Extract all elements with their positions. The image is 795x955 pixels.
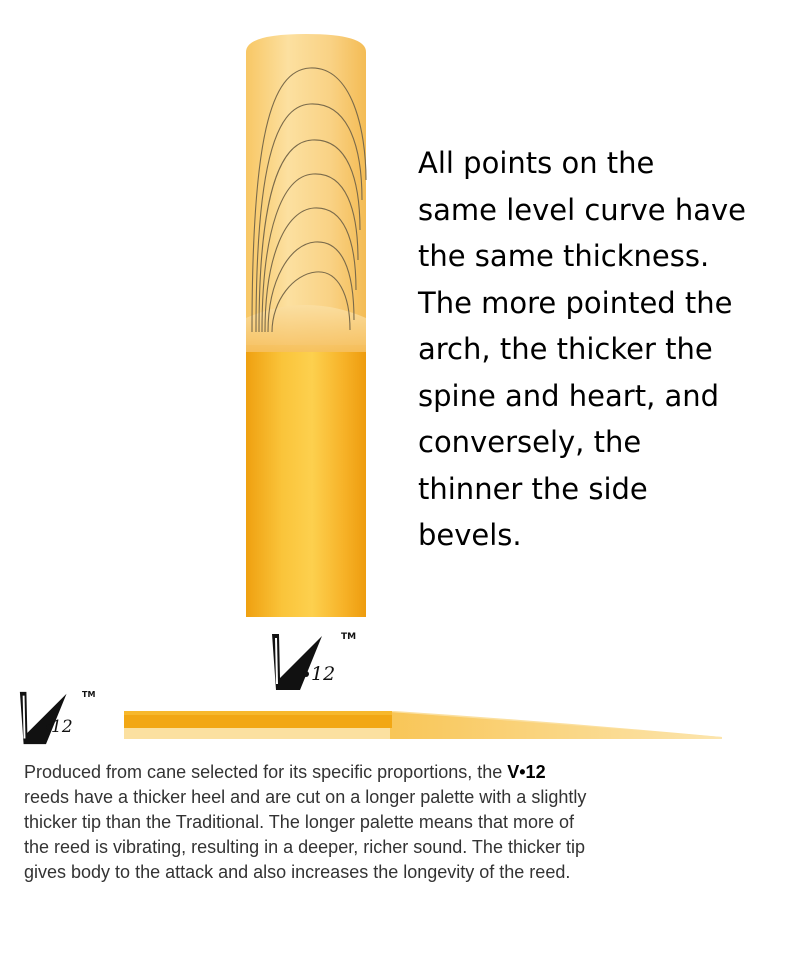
trademark-symbol: TM [341,632,357,642]
description-line [24,760,764,785]
description-line: gives body to the attack and also increases the longevity of the reed. [24,862,571,882]
caption-line: bevels. [418,518,522,552]
caption-line: arch, the thicker the [418,332,713,366]
caption-line: conversely, the [418,425,642,459]
description-line: the reed is vibrating, resulting in a deeper, richer sound. The thicker tip [24,837,585,857]
logo-number: 12 [51,717,73,737]
reed-profile-taper [390,712,722,739]
trademark-symbol: TM [82,690,96,699]
caption-line: same level curve have [418,192,746,227]
logo-number: 12 [311,663,336,685]
brand-name: V•12 [507,762,546,782]
caption-line: spine and heart, and [418,378,720,413]
description-line: thicker tip than the Traditional. The longer palette means that more of [24,812,574,832]
caption-line: the same thickness. [418,239,710,273]
caption-line: thinner the side [418,471,648,506]
caption-line: The more pointed the [418,285,733,320]
caption-line: All points on the [418,146,655,180]
reed-profile-heel-highlight [124,711,392,715]
product-description [24,760,764,885]
description-line: reeds have a thicker heel and are cut on a longer palette with a slightly [24,787,587,807]
description-text: Produced from cane selected for its specific proportions, the [24,762,508,782]
